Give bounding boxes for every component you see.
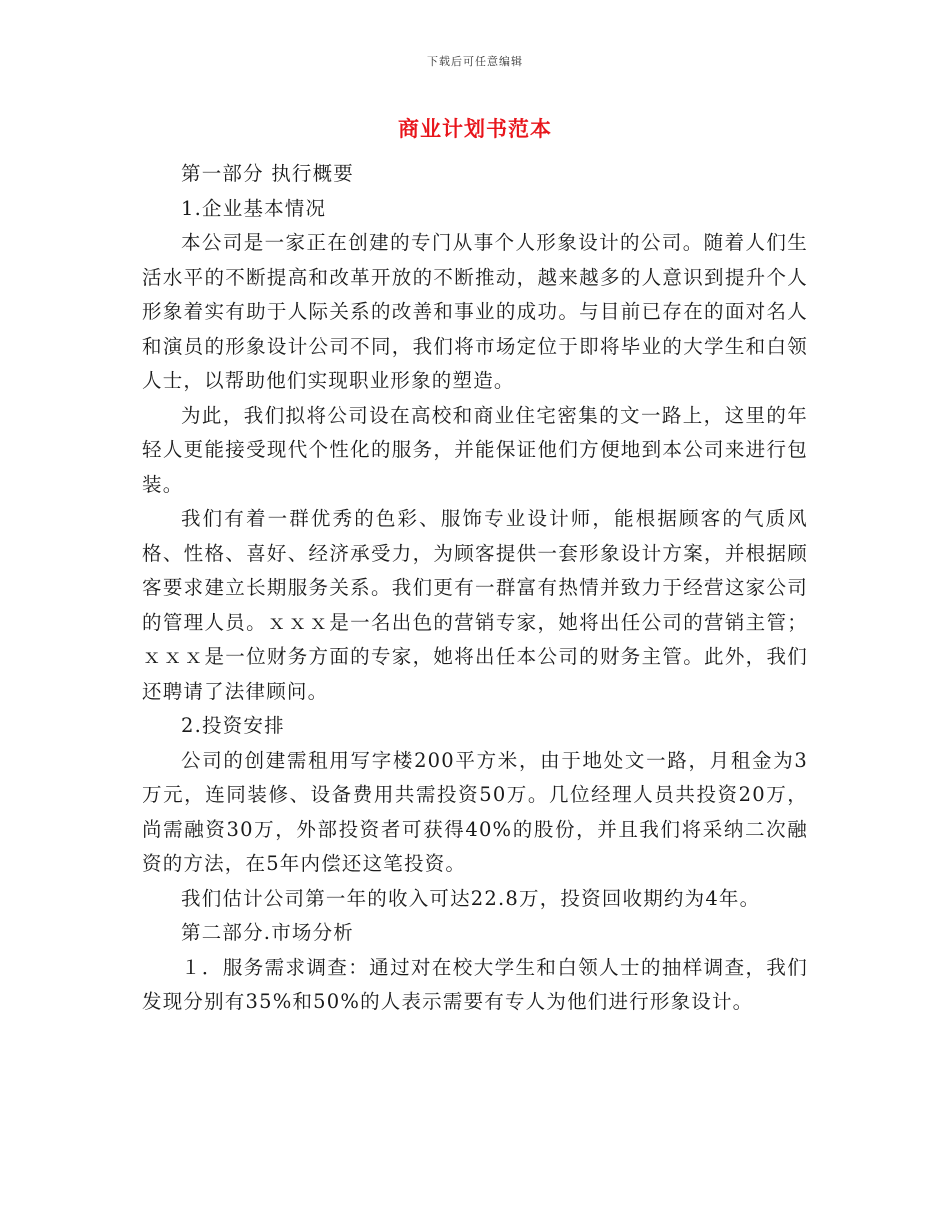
section-heading-1: 第一部分 执行概要 (181, 162, 354, 185)
paragraph-revenue: 我们估计公司第一年的收入可达22.8万，投资回收期约为4年。 (181, 886, 761, 910)
paragraph-investment: 公司的创建需租用写字楼200平方米，由于地处文一路，月租金为3万元，连同装修、设备费用共需投资50万。几位经理人员共投资20万，尚需融资30万，外部投资者可获得40%的股份，并且我们将采纳二次融资的方法，在5年内偿还这笔投资。 (142, 748, 808, 875)
document-title: 商业计划书范本 (398, 116, 552, 141)
subheading-investment: 2.投资安排 (181, 714, 285, 737)
paragraph-demand-survey: １．服务需求调查：通过对在校大学生和白领人士的抽样调查，我们发现分别有35%和50%的人表示需要有专人为他们进行形象设计。 (142, 955, 808, 1013)
section-heading-2: 第二部分.市场分析 (181, 921, 354, 944)
document-body (142, 157, 808, 1020)
subheading-company-info: 1.企业基本情况 (181, 196, 327, 220)
header-note: 下载后可任意编辑 (427, 55, 523, 68)
paragraph-location: 为此，我们拟将公司设在高校和商业住宅密集的文一路上，这里的年轻人更能接受现代个性化的服务，并能保证他们方便地到本公司来进行包装。 (142, 403, 808, 496)
paragraph-team: 我们有着一群优秀的色彩、服饰专业设计师，能根据顾客的气质风格、性格、喜好、经济承受力，为顾客提供一套形象设计方案，并根据顾客要求建立长期服务关系。我们更有一群富有热情并致力于经营这家公司的管理人员。ｘｘｘ是一名出色的营销专家，她将出任公司的营销主管；ｘｘｘ是一位财务方面的专家，她将出任本公司的财务主管。此外，我们还聘请了法律顾问。 (142, 507, 808, 703)
paragraph-company-intro: 本公司是一家正在创建的专门从事个人形象设计的公司。随着人们生活水平的不断提高和改革开放的不断推动，越来越多的人意识到提升个人形象着实有助于人际关系的改善和事业的成功。与目前已存在的面对名人和演员的形象设计公司不同，我们将市场定位于即将毕业的大学生和白领人士，以帮助他们实现职业形象的塑造。 (142, 231, 808, 392)
